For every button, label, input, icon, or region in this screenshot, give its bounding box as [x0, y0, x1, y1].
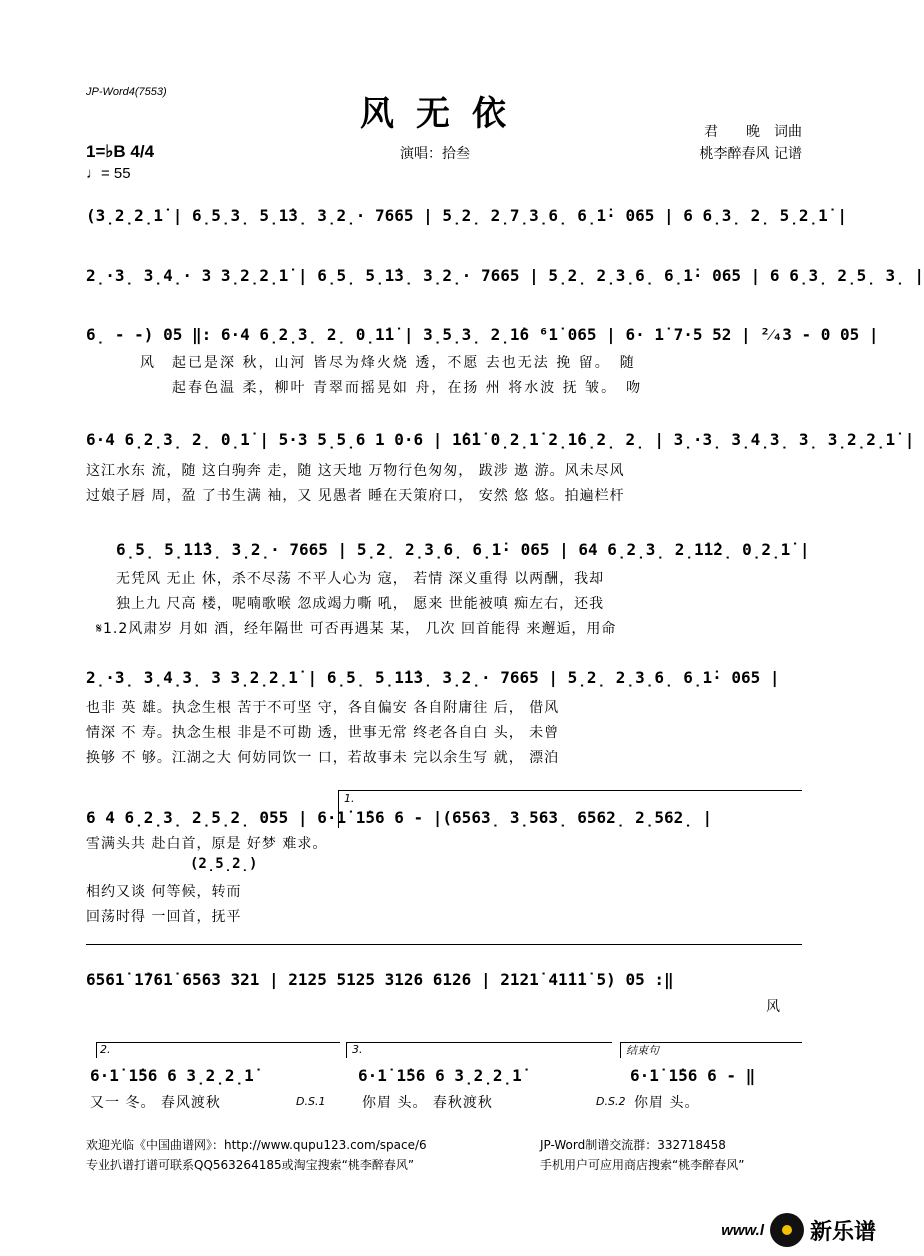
tempo-mark: ♩= 55: [86, 165, 131, 182]
score-row-4: 6·4 6̣2̣3̣ 2̣ 0̣1̇ | 5·3 5̣5̣6 1 0·6 | 1̇6̇1̇ 0̣2̣1̇ 2̣1̇6̣2̣ 2̣ | 3̣·3̣ 3̣4̣3̣ 3̣ 3̣2̣2̣1̇ |: [86, 430, 915, 449]
volta-2-label: 2.: [100, 1043, 111, 1056]
lyric-row-6-verse-2: 情深 不 寿。执念生根 非是不可勘 透，世事无常 终老各自白 头， 未曾: [86, 725, 560, 741]
footer-website: 欢迎光临《中国曲谱网》：http://www.qupu123.com/space/6: [86, 1138, 427, 1152]
lyric-row-9-ending-3: 你眉 头。 春秋渡秋: [362, 1095, 493, 1111]
score-row-5: 6̣5̣ 5̣1̇1̇3̣ 3̣2̣· 7665 | 5̣2̣ 2̣3̣6̣ 6̣1̇· 065 | 64 6̣2̣3̣ 2̣1̇1̇2̣ 0̣2̣1̇ |: [116, 540, 810, 559]
lyric-row-5-verse-2: 独上九 尺高 楼，呢喃歌喉 忽成竭力嘶 吼， 愿来 世能被嗔 痴左右，还我: [116, 596, 605, 612]
score-row-7: 6 4 6̣2̣3̣ 2̣5̣2̣ 055 | 6·1̇ 1̇56 6 - |(6563̣ 3̣563̣ 6562̣ 2̣562̣ |: [86, 808, 713, 827]
volta-3-label: 3.: [352, 1043, 363, 1056]
lyric-row-3-verse-2: 起春色温 柔，柳叶 青翠而摇晃如 舟，在扬 州 将水波 抚 皱。 吻: [140, 380, 643, 396]
ds1-mark: D.S.1: [296, 1095, 326, 1108]
score-row-8: 6561̇ 1̇761̇ 6563 321 | 2125 5125 3126 6126 | 2121̇ 41̇1̇1̇ 5) 05 :‖: [86, 970, 674, 989]
site-logo[interactable]: [721, 1212, 876, 1248]
song-title: 风无依: [360, 94, 528, 134]
alternate-notes: (2̣5̣2̣): [190, 856, 258, 872]
section-divider: [86, 944, 802, 945]
volta-3-bracket: [346, 1042, 612, 1043]
lyric-row-7-verse-1: 雪满头共 赴白首，原是 好梦 难求。: [86, 836, 328, 852]
lyric-row-7-verse-2: 相约又谈 何等候，转而: [86, 884, 242, 900]
transcriber-credit: 桃李醉春风 记谱: [699, 146, 802, 162]
volta-2-bracket-edge: [96, 1042, 97, 1058]
volta-3-bracket-edge: [346, 1042, 347, 1058]
score-row-2: 2̣·3̣ 3̣4̣· 3 3̣2̣2̣1̇ | 6̣5̣ 5̣1̇3̣ 3̣2̣· 7665 | 5̣2̣ 2̣3̣6̣ 6̣1̇· 065 | 6 6̣3̣ 2̣5̣ 3̣ |: [86, 266, 924, 285]
score-row-6: 2̣·3̣ 3̣4̣3̣ 3 3̣2̣2̣1̇ | 6̣5̣ 5̣1̇1̇3̣ 3̣2̣· 7665 | 5̣2̣ 2̣3̣6̣ 6̣1̇· 065 |: [86, 668, 780, 687]
key-signature: 1=♭B 4/4: [86, 142, 155, 161]
volta-1-label: 1.: [344, 792, 355, 805]
ds2-mark: D.S.2: [596, 1095, 626, 1108]
lyric-row-9-final: 你眉 头。: [634, 1095, 700, 1111]
lyric-row-5-verse-3: 𝄋1.2风肃岁 月如 酒，经年隔世 可否再遇某 某， 几次 回首能得 来邂逅，用命: [96, 621, 617, 637]
logo-url: www.l: [721, 1221, 764, 1239]
score-row-9-ending-2: 6·1̇ 1̇56 6 3̣2̣2̣1̇: [90, 1066, 254, 1085]
footer-contact: 专业扒谱打谱可联系QQ563264185或淘宝搜索“桃李醉春风”: [86, 1158, 415, 1172]
logo-brand: 新乐谱: [809, 1219, 876, 1245]
ending-bracket-edge: [620, 1042, 621, 1058]
volta-1-bracket: [338, 790, 802, 791]
singer-credit: 演唱：拾叁: [400, 146, 470, 162]
lyric-row-7-verse-3: 回荡时得 一回首，抚平: [86, 909, 242, 925]
lyric-row-6-verse-1: 也非 英 雄。执念生根 苦于不可坚 守，各自偏安 各自附庸往 后， 借风: [86, 700, 560, 716]
footer-app-search: 手机用户可应用商店搜索“桃李醉春风”: [540, 1158, 745, 1172]
source-label: JP-Word4(7553): [86, 86, 167, 98]
lyric-row-5-verse-1: 无凭风 无止 休，杀不尽荡 不平人心为 寇， 若情 深义重得 以两酬，我却: [116, 571, 605, 587]
volta-2-bracket: [96, 1042, 340, 1043]
score-row-3: 6̣ - -) 05 ‖: 6·4 6̣2̣3̣ 2̣ 0̣1̇1̇ | 3̣5̣3̣ 2̣1̇6 ⁶1̇ 065 | 6· 1̇ 7·5 52 | ²⁄₄3 - 0 05 |: [86, 325, 879, 344]
ending-label: 结束句: [626, 1044, 659, 1057]
footer-group: JP-Word制谱交流群：332718458: [540, 1138, 726, 1152]
lyric-row-3-verse-1: 风 起已是深 秋，山河 皆尽为烽火烧 透，不愿 去也无法 挽 留。 随: [140, 355, 636, 371]
lyric-row-9-ending-2: 又一 冬。 春风渡秋: [90, 1095, 221, 1111]
lyric-row-8: 风: [766, 999, 782, 1015]
score-row-9-ending-3: 6·1̇ 1̇56 6 3̣2̣2̣1̇: [358, 1066, 522, 1085]
composer-credit: 君 晚 词曲: [704, 124, 802, 140]
score-row-1: (3̣2̣2̣1̇ | 6̣5̣3̣ 5̣1̇3̣ 3̣2̣· 7665 | 5̣2̣ 2̣7̣3̣6̣ 6̣1̇· 065 | 6 6̣3̣ 2̣ 5̣2̣1̇ |: [86, 206, 847, 225]
lyric-row-4-verse-2: 过娘子唇 周，盈 了书生满 袖，又 见愚者 睡在天策府口， 安然 悠 悠。拍遍栏杆: [86, 488, 625, 504]
record-disc-icon: [770, 1213, 804, 1247]
score-row-9-final: 6·1̇ 1̇56 6 - ‖: [630, 1066, 756, 1085]
lyric-row-6-verse-3: 换够 不 够。江湖之大 何妨同饮一 口，若故事未 完以余生写 就， 漂泊: [86, 750, 560, 766]
lyric-row-4-verse-1: 这江水东 流，随 这白驹奔 走，随 这天地 万物行色匆匆， 跋涉 遨 游。风未尽风: [86, 463, 625, 479]
